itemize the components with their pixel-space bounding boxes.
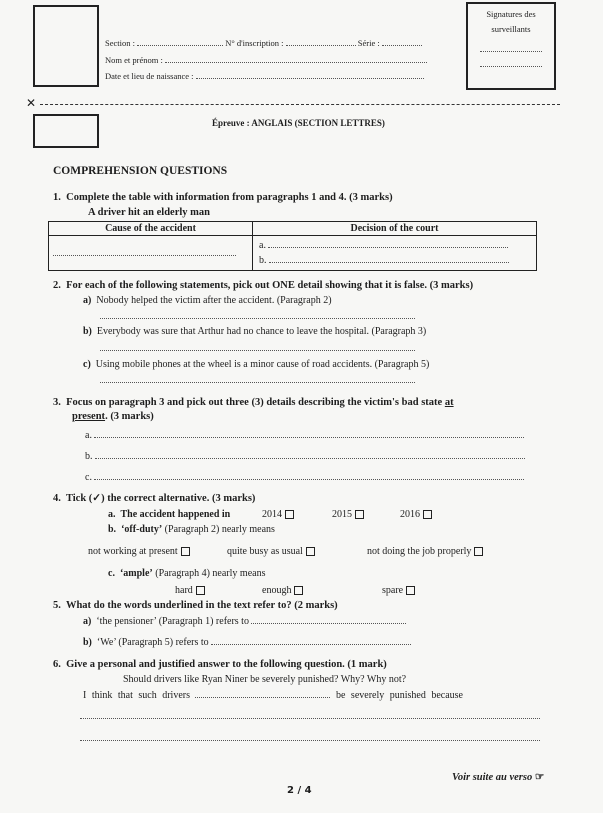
checkbox-icon[interactable] bbox=[181, 547, 190, 556]
section-title: COMPREHENSION QUESTIONS bbox=[53, 165, 228, 177]
option-not-working[interactable]: not working at present bbox=[88, 546, 190, 557]
signatures-box bbox=[466, 2, 556, 90]
option-spare[interactable]: spare bbox=[382, 585, 415, 596]
name-field[interactable]: Nom et prénom : bbox=[105, 55, 427, 65]
q3-prompt: 3. Focus on paragraph 3 and pick out three (3) details describing the victim's bad state at bbox=[53, 397, 454, 408]
q2-item-a: a) Nobody helped the victim after the accident. (Paragraph 2) bbox=[83, 295, 332, 306]
signature-line-1[interactable] bbox=[480, 51, 542, 52]
q4-prompt: 4. Tick (✓) the correct alternative. (3 marks) bbox=[53, 493, 256, 504]
q3-line-c[interactable]: c. bbox=[85, 472, 524, 483]
col-cause: Cause of the accident bbox=[49, 222, 253, 236]
cause-cell[interactable] bbox=[49, 236, 253, 271]
q2-item-b: b) Everybody was sure that Arthur had no chance to leave the hospital. (Paragraph 3) bbox=[83, 326, 427, 337]
checkbox-icon[interactable] bbox=[355, 510, 364, 519]
q3-line-a[interactable]: a. bbox=[85, 430, 524, 441]
q4-item-a: a. The accident happened in bbox=[108, 509, 231, 520]
option-quite-busy[interactable]: quite busy as usual bbox=[227, 546, 315, 557]
q6-question: Should drivers like Ryan Niner be severely punished? Why? Why not? bbox=[123, 674, 407, 685]
birth-field[interactable]: Date et lieu de naissance : bbox=[105, 71, 424, 81]
suite-verso: Voir suite au verso ☞ bbox=[452, 772, 545, 783]
grade-box bbox=[33, 114, 99, 148]
q3-prompt-2: present. (3 marks) bbox=[72, 411, 154, 422]
year-2016-option[interactable]: 2016 bbox=[400, 509, 432, 520]
q2-prompt: 2. For each of the following statements, pick out ONE detail showing that it is false. (3 marks) bbox=[53, 280, 474, 291]
signature-line-2[interactable] bbox=[480, 66, 542, 67]
year-2015-option[interactable]: 2015 bbox=[332, 509, 364, 520]
col-decision: Decision of the court bbox=[253, 222, 537, 236]
checkbox-icon[interactable] bbox=[196, 586, 205, 595]
id-box bbox=[33, 5, 99, 87]
q1-table bbox=[48, 221, 537, 271]
checkbox-icon[interactable] bbox=[474, 547, 483, 556]
q6-answer-line-1[interactable]: I think that such drivers be severely punished because bbox=[83, 690, 463, 701]
q2-answer-b[interactable] bbox=[100, 350, 415, 351]
year-2014-option[interactable]: 2014 bbox=[262, 509, 294, 520]
pointing-hand-icon: ☞ bbox=[534, 772, 545, 783]
scissors-icon: ✕ bbox=[26, 96, 37, 110]
q1-prompt: 1. Complete the table with information from paragraphs 1 and 4. (3 marks) bbox=[53, 192, 393, 203]
section-field[interactable]: Section : N° d'inscription : Série : bbox=[105, 38, 422, 48]
q5-item-b[interactable]: b) ‘We’ (Paragraph 5) refers to bbox=[83, 637, 411, 648]
cut-line bbox=[40, 104, 560, 105]
q5-item-a[interactable]: a) ‘the pensioner’ (Paragraph 1) refers to bbox=[83, 616, 406, 627]
signatures-title: Signatures des surveillants bbox=[486, 9, 536, 34]
option-hard[interactable]: hard bbox=[175, 585, 205, 596]
epreuve-title: Épreuve : ANGLAIS (SECTION LETTRES) bbox=[212, 118, 385, 128]
checkbox-icon[interactable] bbox=[423, 510, 432, 519]
decision-cell[interactable]: a. b. bbox=[253, 236, 537, 271]
q5-prompt: 5. What do the words underlined in the text refer to? (2 marks) bbox=[53, 600, 338, 611]
q1-subtitle: A driver hit an elderly man bbox=[88, 207, 211, 218]
checkbox-icon[interactable] bbox=[294, 586, 303, 595]
checkbox-icon[interactable] bbox=[406, 586, 415, 595]
option-not-doing-job[interactable]: not doing the job properly bbox=[367, 546, 483, 557]
checkbox-icon[interactable] bbox=[306, 547, 315, 556]
q6-answer-line-3[interactable] bbox=[80, 740, 540, 741]
q3-line-b[interactable]: b. bbox=[85, 451, 525, 462]
q2-answer-c[interactable] bbox=[100, 382, 415, 383]
q2-answer-a[interactable] bbox=[100, 318, 415, 319]
q6-answer-line-2[interactable] bbox=[80, 718, 540, 719]
q6-prompt: 6. Give a personal and justified answer to the following question. (1 mark) bbox=[53, 659, 387, 670]
q4-item-b: b. ‘off-duty’ (Paragraph 2) nearly means bbox=[108, 524, 275, 535]
q2-item-c: c) Using mobile phones at the wheel is a minor cause of road accidents. (Paragraph 5) bbox=[83, 359, 430, 370]
q4-item-c: c. ‘ample’ (Paragraph 4) nearly means bbox=[108, 568, 266, 579]
checkbox-icon[interactable] bbox=[285, 510, 294, 519]
option-enough[interactable]: enough bbox=[262, 585, 303, 596]
page-number: 2 / 4 bbox=[287, 785, 312, 796]
